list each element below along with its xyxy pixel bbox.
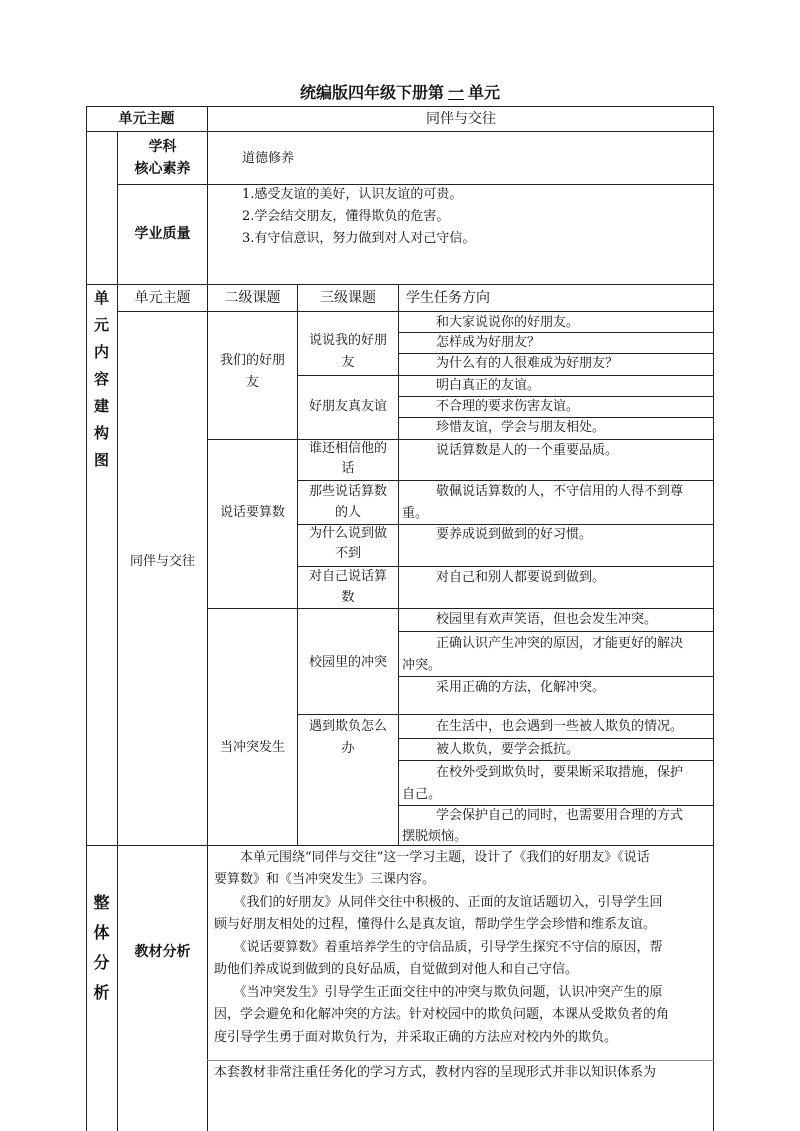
analysis-line: 《说话要算数》着重培养学生的守信品质，引导学生探究不守信的原因，帮 xyxy=(214,940,663,955)
quality-label: 学业质量 xyxy=(134,226,191,242)
lesson3-sub1: 校园里的冲突 xyxy=(308,655,387,670)
lesson2-sub1: 谁还相信他的 话 xyxy=(308,441,387,476)
col-header-sublesson: 三级课题 xyxy=(320,290,376,306)
structure-side-label: 单 元 内 容 建 构 图 xyxy=(93,288,109,469)
analysis-label: 教材分析 xyxy=(134,944,191,960)
task-item: 要养成说到做到的好习惯。 xyxy=(436,527,593,542)
task-item: 和大家说说你的好朋友。 xyxy=(436,315,580,330)
task-item-cont: 冲突。 xyxy=(402,658,442,673)
lesson2-sub3: 为什么说到做 不到 xyxy=(308,526,387,561)
core-value: 道德修养 xyxy=(242,151,295,166)
analysis-line: 因，学会避免和化解冲突的方法。针对校园中的欺负问题，本课从受欺负者的角 xyxy=(214,1007,670,1022)
quality-item-1: 1.感受友谊的美好，认识友谊的可贵。 xyxy=(242,187,463,202)
header-value: 同伴与交往 xyxy=(426,111,496,127)
analysis-line: 助他们养成说到做到的良好品质，自觉做到对他人和自己守信。 xyxy=(214,962,579,977)
task-item: 采用正确的方法，化解冲突。 xyxy=(436,680,606,695)
task-item: 不合理的要求伤害友谊。 xyxy=(436,399,580,414)
lesson1-sub2: 好朋友真友谊 xyxy=(308,399,387,414)
task-item: 为什么有的人很难成为好朋友？ xyxy=(436,356,619,371)
task-item: 在校外受到欺负时，要果断采取措施，保护 xyxy=(436,765,684,780)
header-label: 单元主题 xyxy=(118,111,175,127)
lesson2-sub4: 对自己说话算 数 xyxy=(308,569,387,605)
task-item: 珍惜友谊，学会与朋友相处。 xyxy=(436,420,606,435)
analysis-line: 本单元围绕“同伴与交往”这一学习主题，设计了《我们的好朋友》《说话 xyxy=(214,850,650,865)
analysis-side-label: 整 体 分 析 xyxy=(93,893,110,1002)
analysis-line: 本套教材非常注重任务化的学习方式，教材内容的呈现形式并非以知识体系为 xyxy=(214,1065,657,1080)
task-item: 学会保护自己的同时，也需要用合理的方式 xyxy=(436,808,684,823)
task-item: 怎样成为好朋友？ xyxy=(436,335,541,350)
task-item: 正确认识产生冲突的原因，才能更好的解决 xyxy=(436,636,684,651)
analysis-line: 顾与好朋友相处的过程，懂得什么是真友谊，帮助学生学会珍惜和维系友谊。 xyxy=(214,917,657,932)
unit-number: 一 xyxy=(447,83,464,102)
task-item: 对自己和别人都要说到做到。 xyxy=(436,570,606,585)
core-label: 学科 核心素养 xyxy=(134,139,191,177)
task-item-cont: 自己。 xyxy=(402,787,442,802)
col-header-lesson: 二级课题 xyxy=(224,290,281,306)
lesson1-name: 我们的好朋 友 xyxy=(219,353,285,390)
analysis-line: 《我们的好朋友》从同伴交往中积极的、正面的友谊话题切入，引导学生回 xyxy=(214,895,663,910)
task-item: 说话算数是人的一个重要品质。 xyxy=(436,443,619,458)
quality-item-3: 3.有守信意识，努力做到对人对己守信。 xyxy=(242,231,476,246)
task-item-cont: 摆脱烦恼。 xyxy=(402,829,468,844)
task-item: 被人欺负，要学会抵抗。 xyxy=(436,742,580,757)
task-item: 敬佩说话算数的人，不守信用的人得不到尊 xyxy=(436,484,684,499)
col-header-unit: 单元主题 xyxy=(134,290,191,306)
task-item-cont: 重。 xyxy=(402,506,429,521)
lesson3-sub2: 遇到欺负怎么 办 xyxy=(308,719,387,756)
task-item: 校园里有欢声笑语，但也会发生冲突。 xyxy=(436,612,658,627)
unit-theme-cell: 同伴与交往 xyxy=(129,554,195,569)
analysis-line: 要算数》和《当冲突发生》三课内容。 xyxy=(214,872,436,887)
quality-item-2: 2.学会结交朋友，懂得欺负的危害。 xyxy=(242,209,450,224)
lesson2-sub2: 那些说话算数 的人 xyxy=(308,484,387,520)
analysis-line: 《当冲突发生》引导学生正面交往中的冲突与欺负问题，认识冲突产生的原 xyxy=(214,985,663,1000)
task-item: 在生活中，也会遇到一些被人欺负的情况。 xyxy=(436,719,684,734)
lesson1-sub1: 说说我的好朋 友 xyxy=(308,333,387,370)
col-header-task: 学生任务方向 xyxy=(406,290,490,306)
lesson3-name: 当冲突发生 xyxy=(219,740,285,755)
document-title: 统编版四年级下册第 一 单元 xyxy=(0,80,800,103)
task-item: 明白真正的友谊。 xyxy=(436,378,541,393)
analysis-line: 度引导学生勇于面对欺负行为，并采取正确的方法应对校内外的欺负。 xyxy=(214,1030,618,1045)
lesson2-name: 说话要算数 xyxy=(219,505,285,520)
